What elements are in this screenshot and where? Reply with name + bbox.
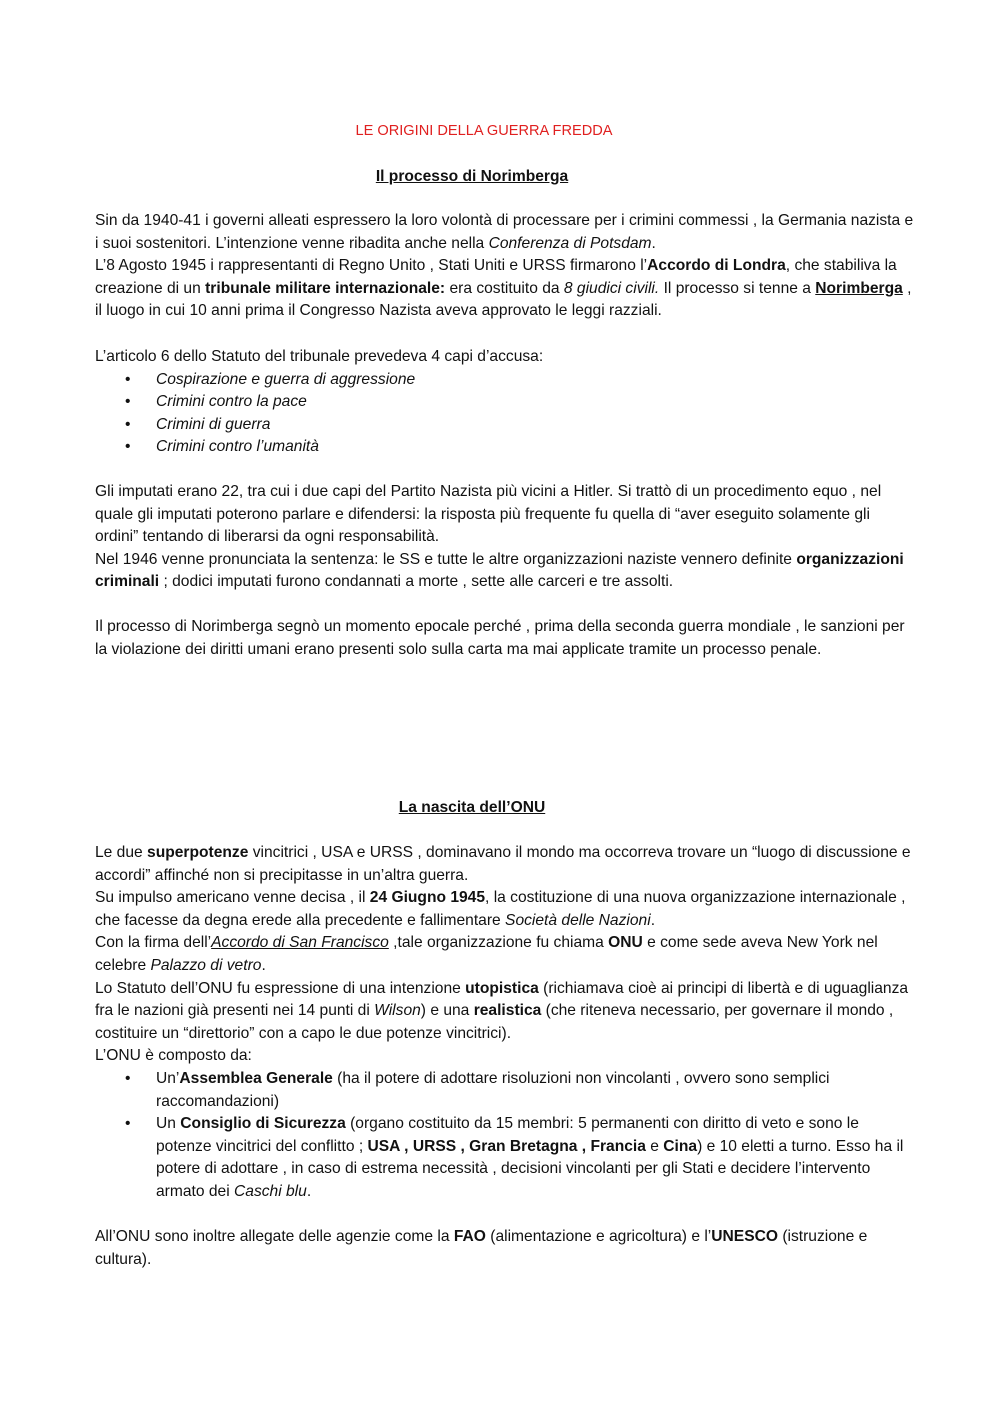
text-run-bold: FAO (453, 1228, 486, 1245)
text-run: (alimentazione e agricoltura) e l’ (485, 1228, 712, 1245)
bullet: • (125, 370, 131, 388)
bullet: • (125, 415, 131, 433)
text-run-bold: utopistica (465, 979, 539, 997)
charges-list (95, 369, 915, 459)
text-run: Con la firma dell’ (95, 934, 212, 952)
list-item (95, 369, 915, 392)
paragraph (95, 887, 915, 932)
text-run: . (650, 911, 656, 929)
text-run: , che stabiliva la creazione di un (95, 257, 897, 297)
text-run: Nel 1946 venne pronunciata la sentenza: le SS e tutte le altre organizzazioni naziste vennero definite (95, 550, 797, 568)
section-onu-agencies (95, 1226, 915, 1271)
text-run-bold: organizzazioni criminali (95, 550, 904, 591)
paragraph (95, 842, 915, 887)
text-run-bold: USA , URSS , Gran Bretagna , Francia (367, 1137, 646, 1155)
text-run-italic: Società delle Nazioni (505, 911, 651, 929)
section-heading-onu: La nascita dell’ONU (398, 799, 546, 816)
paragraph (95, 932, 915, 977)
text-run: Un (156, 1115, 181, 1133)
list-item (95, 1113, 915, 1203)
text-run: ) e una (420, 1002, 474, 1020)
text-run: , il luogo in cui 10 anni prima il Congresso Nazista aveva approvato le leggi razziali. (95, 279, 912, 320)
text-run: Il processo si tenne a (659, 279, 816, 297)
paragraph: Gli imputati erano 22, tra cui i due capi del Partito Nazista più vicini a Hitler. Si trattò di un procedimento equo , nel quale gli imputati poterono parlare e difendersi: la risposta più frequente fu quella di “aver eseguito solamente gli ordini” tentando di liberarsi da ogni responsabilità. (95, 483, 882, 546)
list-item-text: Crimini contro l’umanità (156, 438, 319, 456)
text-run: . (651, 234, 656, 252)
section-norimberga-conclusion (95, 616, 915, 661)
text-run: vincitrici , USA e URSS , dominavano il mondo ma occorreva trovare un “luogo di discussione e accordi” affinché non si precipitasse in un’altra guerra. (95, 844, 911, 884)
text-run: (organo costituito da 15 membri: 5 permanenti con diritto di veto e sono le potenze vincitrici del conflitto ; (156, 1115, 859, 1155)
text-run-bold: realistica (473, 1002, 542, 1020)
paragraph (95, 549, 915, 594)
paragraph: L’articolo 6 dello Statuto del tribunale prevedeva 4 capi d’accusa: (95, 348, 544, 365)
section-norimberga-intro (95, 210, 915, 323)
text-run: . (261, 956, 266, 974)
text-run: Su impulso americano venne decisa , il (95, 889, 370, 907)
text-run-bold: Assemblea Generale (179, 1069, 333, 1087)
text-run: L’8 Agosto 1945 i rappresentanti di Regno Unito , Stati Uniti e URSS firmarono l’ (95, 257, 648, 275)
text-run-italic-underline: Accordo di San Francisco (211, 934, 389, 952)
text-run-bold: Accordo di Londra (647, 257, 786, 275)
text-run: ; dodici imputati furono condannati a morte , sette alle carceri e tre assolti. (159, 573, 674, 591)
text-run: era costituito da (445, 279, 564, 297)
text-run: e come sede aveva New York nel celebre (95, 934, 878, 974)
text-run-bold: Consiglio di Sicurezza (180, 1115, 346, 1133)
text-run: . (306, 1182, 312, 1200)
text-run-bold: ONU (608, 934, 643, 952)
paragraph: Il processo di Norimberga segnò un momento epocale perché , prima della seconda guerra mondiale , le sanzioni per la violazione dei diritti umani erano presenti solo sulla carta ma mai applicate tramite un processo penale. (95, 618, 905, 658)
text-run: All’ONU sono inoltre allegate delle agenzie come la (95, 1228, 454, 1245)
text-run: Un’ (156, 1069, 180, 1087)
section-norimberga-charges (95, 346, 915, 459)
paragraph (95, 210, 915, 255)
section-onu-body (95, 842, 915, 1204)
text-run: , la costituzione di una nuova organizzazione internazionale , che facesse da degna erede alla precedente e fallimentare (95, 889, 906, 929)
text-run-italic: Conferenza di Potsdam (488, 234, 652, 252)
paragraph (95, 1226, 915, 1271)
bullet: • (125, 1069, 131, 1087)
text-run-bold: tribunale militare internazionale: (205, 279, 446, 297)
document-title: LE ORIGINI DELLA GUERRA FREDDA (355, 123, 613, 139)
text-run: (che riteneva necessario, per governare il mondo , costituire un “direttorio” con a capo le due potenze vincitrici). (95, 1002, 894, 1042)
list-item-text: Crimini contro la pace (156, 393, 307, 411)
text-run-italic: Palazzo di vetro (150, 956, 262, 974)
paragraph: L’ONU è composto da: (95, 1047, 252, 1065)
text-run: e (645, 1137, 664, 1155)
text-run-bold: superpotenze (147, 844, 249, 861)
list-item (95, 391, 915, 414)
text-run: (ha il potere di adottare risoluzioni non vincolanti , ovvero sono semplici raccomandazioni) (156, 1069, 830, 1110)
text-run-bold: Cina (663, 1137, 698, 1155)
text-run-bold: 24 Giugno 1945 (369, 889, 486, 907)
text-run: ) e 10 eletti a turno. Esso ha il potere di adottare , in caso di estrema necessità , decisioni vincolanti per gli Stati e decidere l’intervento armato dei (156, 1137, 904, 1200)
list-item-text: Crimini di guerra (156, 415, 271, 433)
text-run-italic: Wilson (374, 1002, 421, 1020)
paragraph (95, 255, 915, 323)
text-run-bold: UNESCO (711, 1228, 778, 1245)
bullet: • (125, 393, 131, 411)
section-norimberga-defendants (95, 481, 915, 594)
text-run: Le due (95, 844, 148, 861)
onu-organs-list (95, 1068, 915, 1204)
list-item-text: Cospirazione e guerra di aggressione (156, 370, 416, 388)
bullet: • (125, 438, 131, 456)
text-run-italic: Caschi blu (234, 1182, 307, 1200)
text-run: ,tale organizzazione fu chiama (388, 934, 609, 952)
list-item (95, 414, 915, 437)
text-run: (richiamava cioè ai principi di libertà e di uguaglianza fra le nazioni già presenti nei 14 punti di (95, 979, 909, 1020)
text-run: (istruzione e cultura). (95, 1228, 868, 1268)
bullet: • (125, 1115, 131, 1133)
text-run-italic: 8 giudici civili. (563, 279, 660, 297)
list-item (95, 436, 915, 459)
list-item (95, 1068, 915, 1113)
text-run: Sin da 1940-41 i governi alleati espressero la loro volontà di processare per i crimini commessi , la Germania nazista e i suoi sostenitori. L’intenzione venne ribadita anche nella (95, 212, 914, 252)
text-run-bold-underline: Norimberga (815, 279, 903, 297)
section-heading-norimberga: Il processo di Norimberga (375, 168, 569, 185)
text-run: Lo Statuto dell’ONU fu espressione di una intenzione (95, 979, 466, 997)
paragraph (95, 978, 915, 1046)
